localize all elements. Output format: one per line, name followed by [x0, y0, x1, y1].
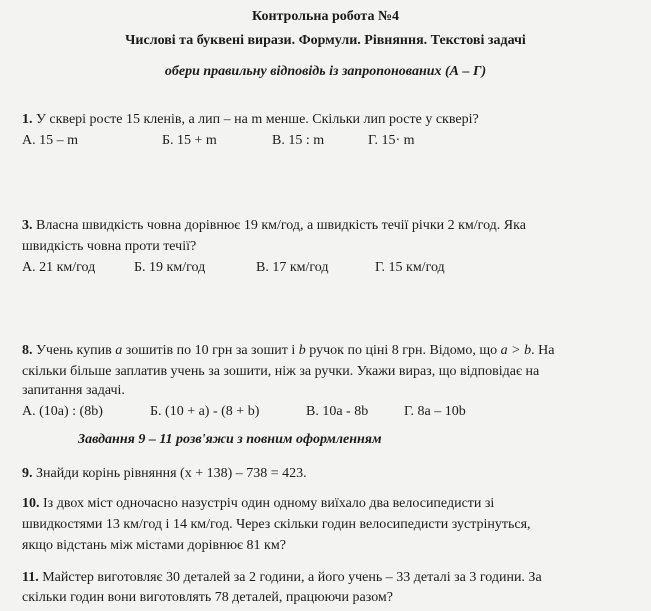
question-8-number: 8. — [22, 343, 33, 358]
question-1-text: У сквері росте 15 кленів, а лип – на m менше. Скільки лип росте у сквері? — [36, 112, 479, 127]
q3-option-b: Б. 19 км/год — [134, 260, 206, 275]
question-9 — [22, 466, 307, 482]
q8-option-c: В. 10a - 8b — [306, 404, 369, 419]
q3-option-a: А. 21 км/год — [22, 260, 96, 275]
question-1-number: 1. — [22, 112, 33, 127]
question-8-line-1 — [22, 343, 554, 359]
question-8-text-c: ручок по ціні 8 грн. Відомо, що — [309, 343, 498, 358]
question-1 — [22, 112, 479, 128]
question-3-text: Власна швидкість човна дорівнює 19 км/год, а швидкість течії річки 2 км/год. Яка — [36, 218, 526, 233]
question-11-text: Майстер виготовляє 30 деталей за 2 години, а його учень – 33 деталі за 3 години. За — [42, 570, 542, 585]
q8-option-b: Б. (10 + a) - (8 + b) — [150, 404, 260, 419]
question-3-line-2: швидкість човна проти течії? — [22, 239, 197, 254]
question-10-text: Із двох міст одночасно назустріч один одному виїхало два велосипедисти зі — [43, 496, 495, 511]
question-8-text-a: Учень купив — [36, 343, 112, 358]
q1-option-b: Б. 15 + m — [162, 133, 217, 148]
q1-option-a: А. 15 – m — [22, 133, 78, 148]
q8-option-a: А. (10a) : (8b) — [22, 404, 103, 419]
question-8-text-d: . На — [531, 343, 555, 358]
condition: a > b — [500, 343, 532, 358]
question-10-number: 10. — [22, 496, 40, 511]
worksheet-title: Контрольна робота №4 — [251, 9, 400, 24]
q1-option-d: Г. 15· m — [368, 133, 415, 148]
question-9-number: 9. — [22, 466, 33, 481]
variable-b: b — [298, 343, 306, 358]
question-8-text-b: зошитів по 10 грн за зошит і — [125, 343, 296, 358]
question-10-line-2: швидкостями 13 км/год і 14 км/год. Через скільки годин велосипедисти зустрінуться, — [22, 517, 531, 532]
question-11-line-1 — [22, 570, 542, 586]
question-10-line-3: якщо відстань між містами дорівнює 81 км? — [22, 538, 286, 553]
instruction: обери правильну відповідь із запропонованих (А – Г) — [164, 64, 487, 79]
q3-option-d: Г. 15 км/год — [375, 260, 445, 275]
worksheet-subtitle: Числові та буквені вирази. Формули. Рівняння. Текстові задачі — [125, 33, 526, 48]
question-11-number: 11. — [22, 570, 39, 585]
question-8-line-2: скільки більше заплатив учень за зошити, ніж за ручки. Укажи вираз, що відповідає на — [22, 364, 540, 379]
question-3-line-1 — [22, 218, 526, 234]
question-9-text: Знайди корінь рівняння (x + 138) – 738 = 423. — [36, 466, 307, 481]
q1-option-c: В. 15 : m — [272, 133, 325, 148]
tasks-heading: Завдання 9 – 11 розв'яжи з повним оформленням — [78, 432, 382, 447]
question-10-line-1 — [22, 496, 494, 512]
q8-option-d: Г. 8a – 10b — [404, 404, 466, 419]
variable-a: a — [115, 343, 123, 358]
q3-option-c: В. 17 км/год — [256, 260, 329, 275]
question-3-number: 3. — [22, 218, 33, 233]
question-8-line-3: запитання задачі. — [22, 383, 125, 398]
question-11-line-2: скільки годин вони виготовлять 78 деталей, працюючи разом? — [22, 590, 394, 605]
